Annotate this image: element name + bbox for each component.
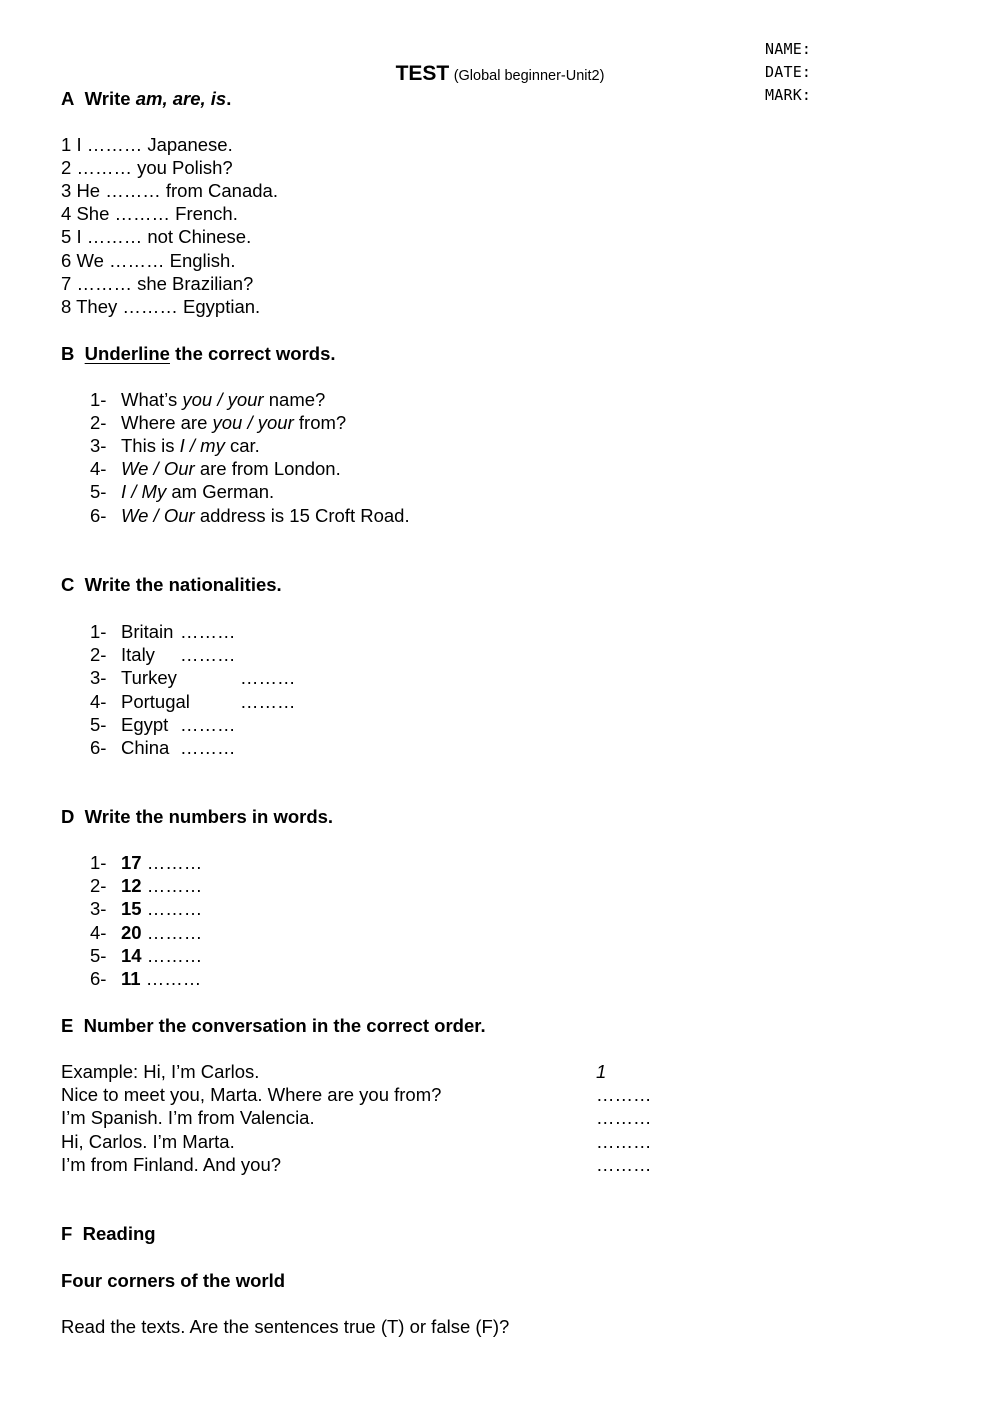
reading-instruction: Read the texts. Are the sentences true (T) or false (F)? xyxy=(61,1316,510,1337)
section-b-heading xyxy=(61,343,336,365)
number-value: 12 xyxy=(121,875,142,896)
item-number: 5 xyxy=(61,226,72,247)
name-field-label: NAME: xyxy=(765,40,812,58)
conversation-line: Example: Hi, I’m Carlos. xyxy=(61,1061,260,1082)
answer-blank: ……… xyxy=(180,621,236,642)
exercise-a-item xyxy=(61,250,235,272)
section-f-heading xyxy=(61,1223,156,1245)
answer-blank: ……… xyxy=(146,898,203,919)
item-text-after: you Polish? xyxy=(137,157,233,178)
exercise-b-item xyxy=(121,412,346,434)
answer-blank: ……… xyxy=(122,296,178,317)
item-text-before: She xyxy=(76,203,110,224)
answer-blank: ……… xyxy=(146,875,203,896)
exercise-b-item xyxy=(121,505,410,527)
number-item xyxy=(121,852,202,874)
item-text-before: We xyxy=(76,250,104,271)
word-choice: I / My xyxy=(121,481,167,502)
answer-blank: ……… xyxy=(180,644,236,665)
number-value: 17 xyxy=(121,852,142,873)
answer-blank: ……… xyxy=(596,1107,652,1128)
section-b-instruction-underlined: Underline xyxy=(84,343,170,364)
section-e-instruction: Number the conversation in the correct order. xyxy=(83,1015,486,1036)
exercise-a-item xyxy=(61,273,253,295)
answer-blank: ……… xyxy=(146,852,203,873)
number-value: 15 xyxy=(121,898,142,919)
item-text-after: from? xyxy=(293,412,347,433)
item-number: 1- xyxy=(90,389,107,410)
exercise-a-item xyxy=(61,226,251,248)
word-choice: We / Our xyxy=(121,458,195,479)
item-number: 7 xyxy=(61,273,72,294)
number-item xyxy=(121,945,202,967)
item-text-after: am German. xyxy=(166,481,275,502)
item-number: 2- xyxy=(90,875,107,896)
country-name: China xyxy=(121,737,170,758)
item-text-after: not Chinese. xyxy=(147,226,252,247)
item-text-before: I xyxy=(76,134,82,155)
answer-blank: ……… xyxy=(105,180,161,201)
item-text-before: They xyxy=(76,296,118,317)
answer-blank: ……… xyxy=(76,273,132,294)
item-text-before: Where are xyxy=(121,412,213,433)
word-choice: I / my xyxy=(179,435,225,456)
section-d-heading xyxy=(61,806,333,828)
answer-blank: ……… xyxy=(596,1084,652,1105)
section-letter: E xyxy=(61,1015,74,1036)
section-a-heading xyxy=(61,88,231,110)
answer-blank: ……… xyxy=(76,157,132,178)
section-a-instruction-end: . xyxy=(226,88,232,109)
number-item xyxy=(121,968,201,990)
item-number: 6- xyxy=(90,505,107,526)
section-letter: C xyxy=(61,574,75,595)
exercise-b-item xyxy=(121,435,260,457)
answer-blank: ……… xyxy=(180,714,236,735)
item-number: 1 xyxy=(61,134,72,155)
number-item xyxy=(121,898,202,920)
item-number: 2- xyxy=(90,412,107,433)
item-number: 4- xyxy=(90,922,107,943)
answer-blank: ……… xyxy=(596,1154,652,1175)
section-letter: D xyxy=(61,806,75,827)
country-name: Italy xyxy=(121,644,155,665)
item-number: 6- xyxy=(90,737,107,758)
number-value: 20 xyxy=(121,922,142,943)
exercise-a-item xyxy=(61,203,238,225)
exercise-b-item xyxy=(121,458,341,480)
section-b-instruction-rest: the correct words. xyxy=(175,343,336,364)
item-text-before: This is xyxy=(121,435,180,456)
section-letter: A xyxy=(61,88,75,109)
number-item xyxy=(121,875,202,897)
item-number: 5- xyxy=(90,714,107,735)
country-name: Britain xyxy=(121,621,174,642)
item-number: 8 xyxy=(61,296,72,317)
item-text-after: Japanese. xyxy=(147,134,233,155)
country-name: Portugal xyxy=(121,691,190,712)
number-value: 11 xyxy=(121,968,141,989)
item-number: 4 xyxy=(61,203,72,224)
item-number: 4- xyxy=(90,458,107,479)
exercise-a-item xyxy=(61,134,233,156)
conversation-line: Hi, Carlos. I’m Marta. xyxy=(61,1131,235,1152)
answer-blank: ……… xyxy=(109,250,165,271)
country-name: Turkey xyxy=(121,667,177,688)
country-name: Egypt xyxy=(121,714,169,735)
answer-blank: ……… xyxy=(180,737,236,758)
item-text-after: from Canada. xyxy=(165,180,278,201)
title-main: TEST xyxy=(395,62,450,85)
item-number: 2- xyxy=(90,644,107,665)
item-text-after: English. xyxy=(169,250,236,271)
answer-blank: ……… xyxy=(240,691,296,712)
answer-blank: ……… xyxy=(596,1131,652,1152)
section-c-heading xyxy=(61,574,282,596)
exercise-b-item xyxy=(121,481,274,503)
exercise-a-item xyxy=(61,180,278,202)
answer-blank: ……… xyxy=(86,134,143,155)
item-text-after: address is 15 Croft Road. xyxy=(194,505,410,526)
mark-field-label: MARK: xyxy=(765,86,812,104)
section-d-instruction: Write the numbers in words. xyxy=(84,806,334,827)
section-e-heading xyxy=(61,1015,486,1037)
item-text-after: she Brazilian? xyxy=(137,273,254,294)
item-number: 1- xyxy=(90,852,107,873)
conversation-line: I’m from Finland. And you? xyxy=(61,1154,282,1175)
number-value: 14 xyxy=(121,945,142,966)
conversation-line: Nice to meet you, Marta. Where are you from? xyxy=(61,1084,442,1105)
date-field-label: DATE: xyxy=(765,63,812,81)
item-text-after: French. xyxy=(175,203,238,224)
section-f-title: Reading xyxy=(82,1223,156,1244)
conversation-line: I’m Spanish. I’m from Valencia. xyxy=(61,1107,315,1128)
item-number: 6- xyxy=(90,968,107,989)
answer-blank: ……… xyxy=(145,968,202,989)
section-letter: F xyxy=(61,1223,73,1244)
number-item xyxy=(121,922,202,944)
item-number: 6 xyxy=(61,250,72,271)
example-answer: 1 xyxy=(596,1061,607,1082)
item-number: 1- xyxy=(90,621,107,642)
section-letter: B xyxy=(61,343,75,364)
item-text-after: name? xyxy=(263,389,326,410)
item-number: 3- xyxy=(90,435,107,456)
exercise-b-item xyxy=(121,389,325,411)
item-number: 5- xyxy=(90,481,107,502)
item-number: 3 xyxy=(61,180,72,201)
answer-blank: ……… xyxy=(146,945,203,966)
item-text-before: I xyxy=(76,226,82,247)
answer-blank: ……… xyxy=(114,203,170,224)
item-number: 3- xyxy=(90,898,107,919)
item-number: 3- xyxy=(90,667,107,688)
section-a-instruction-words: am, are, is xyxy=(135,88,227,109)
word-choice: you / your xyxy=(182,389,264,410)
item-text-after: Egyptian. xyxy=(183,296,261,317)
answer-blank: ……… xyxy=(240,667,296,688)
item-text-before: He xyxy=(76,180,101,201)
item-number: 5- xyxy=(90,945,107,966)
item-text-after: car. xyxy=(224,435,260,456)
answer-blank: ……… xyxy=(86,226,143,247)
item-text-before: What’s xyxy=(121,389,183,410)
item-text-after: are from London. xyxy=(194,458,341,479)
answer-blank: ……… xyxy=(146,922,203,943)
exercise-a-item xyxy=(61,157,233,179)
word-choice: you / your xyxy=(212,412,294,433)
item-number: 4- xyxy=(90,691,107,712)
section-a-instruction-prefix: Write xyxy=(84,88,131,109)
section-c-instruction: Write the nationalities. xyxy=(84,574,282,595)
exercise-a-item xyxy=(61,296,260,318)
item-number: 2 xyxy=(61,157,72,178)
reading-title: Four corners of the world xyxy=(61,1270,286,1291)
title-subtitle: (Global beginner-Unit2) xyxy=(453,68,605,84)
word-choice: We / Our xyxy=(121,505,195,526)
page-title xyxy=(0,62,1000,86)
